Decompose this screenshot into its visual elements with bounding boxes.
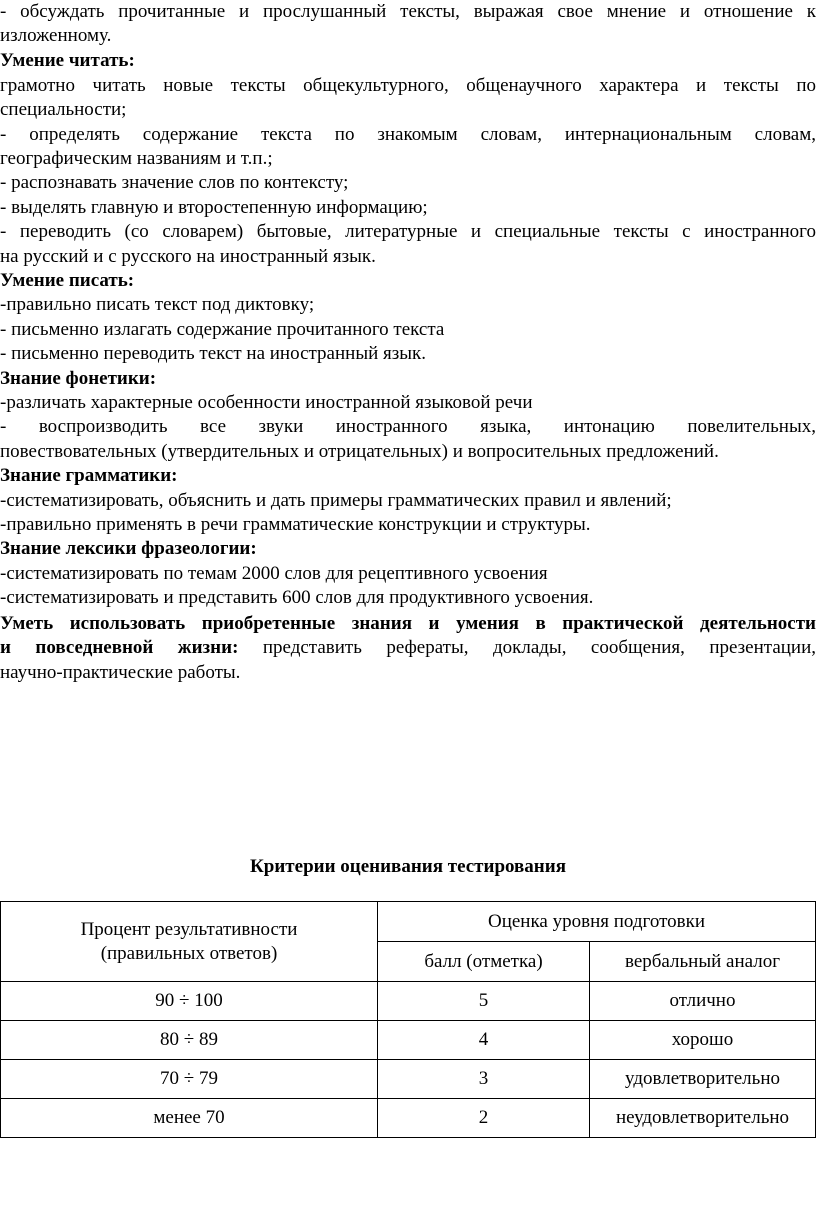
level-header: Оценка уровня подготовки — [378, 902, 816, 942]
text-line: -правильно применять в речи грамматические конструкции и структуры. — [0, 514, 591, 535]
percent-cell: 70 ÷ 79 — [1, 1060, 378, 1099]
text-line: - переводить (со словарем) бытовые, литературные и специальные тексты с иностранного — [0, 221, 816, 242]
text-line: -различать характерные особенности иностранной языковой речи — [0, 392, 533, 413]
text-line: -систематизировать и представить 600 слов для продуктивного усвоения. — [0, 587, 594, 608]
percent-header-line-1: Процент результативности — [80, 918, 298, 940]
text-line: на русский и с русского на иностранный язык. — [0, 246, 376, 267]
verbal-header: вербальный аналог — [590, 942, 816, 982]
score-cell: 3 — [378, 1060, 590, 1099]
score-cell: 2 — [378, 1099, 590, 1138]
practical-use-lead: и повседневной жизни: — [0, 637, 239, 658]
practical-use-tail: представить рефераты, доклады, сообщения, презентации, — [238, 637, 816, 658]
verbal-cell: отлично — [590, 982, 816, 1021]
text-line: - определять содержание текста по знакомым словам, интернациональным словам, — [0, 124, 816, 145]
score-header: балл (отметка) — [378, 942, 590, 982]
text-line: -систематизировать, объяснить и дать примеры грамматических правил и явлений; — [0, 490, 672, 511]
verbal-cell: хорошо — [590, 1021, 816, 1060]
text-line: - письменно излагать содержание прочитанного текста — [0, 319, 445, 340]
section-heading: Знание грамматики: — [0, 465, 178, 486]
practical-use-line-1: Уметь использовать приобретенные знания и умения в практической деятельности — [0, 613, 816, 634]
section-heading: Знание лексики фразеологии: — [0, 538, 257, 559]
criteria-table — [0, 901, 816, 1138]
text-line: изложенному. — [0, 25, 112, 46]
practical-use-line-3: научно-практические работы. — [0, 662, 241, 683]
text-line: повествовательных (утвердительных и отрицательных) и вопросительных предложений. — [0, 441, 719, 462]
table-row — [1, 1021, 816, 1060]
text-line: - письменно переводить текст на иностранный язык. — [0, 343, 426, 364]
text-line: специальности; — [0, 99, 127, 120]
practical-use-line-2 — [0, 636, 816, 660]
percent-cell: 80 ÷ 89 — [1, 1021, 378, 1060]
verbal-cell: удовлетворительно — [590, 1060, 816, 1099]
text-line: - выделять главную и второстепенную информацию; — [0, 197, 428, 218]
table-row — [1, 982, 816, 1021]
text-line: -правильно писать текст под диктовку; — [0, 294, 315, 315]
section-heading: Знание фонетики: — [0, 368, 157, 389]
percent-cell: 90 ÷ 100 — [1, 982, 378, 1021]
text-line: грамотно читать новые тексты общекультурного, общенаучного характера и тексты по — [0, 75, 816, 96]
percent-cell: менее 70 — [1, 1099, 378, 1138]
verbal-cell: неудовлетворительно — [590, 1099, 816, 1138]
text-line: географическим названиям и т.п.; — [0, 148, 273, 169]
text-line: - воспроизводить все звуки иностранного языка, интонацию повелительных, — [0, 416, 816, 437]
section-heading: Умение писать: — [0, 270, 135, 291]
criteria-title: Критерии оценивания тестирования — [250, 856, 566, 877]
table-header-row — [1, 902, 816, 942]
percent-header-line-2: (правильных ответов) — [100, 942, 278, 964]
section-heading: Умение читать: — [0, 50, 135, 71]
text-line: -систематизировать по темам 2000 слов для рецептивного усвоения — [0, 563, 548, 584]
score-cell: 5 — [378, 982, 590, 1021]
score-cell: 4 — [378, 1021, 590, 1060]
percent-header — [1, 902, 378, 982]
table-row — [1, 1099, 816, 1138]
text-line: - распознавать значение слов по контексту; — [0, 172, 349, 193]
text-line: - обсуждать прочитанные и прослушанный тексты, выражая свое мнение и отношение к — [0, 1, 816, 22]
table-row — [1, 1060, 816, 1099]
